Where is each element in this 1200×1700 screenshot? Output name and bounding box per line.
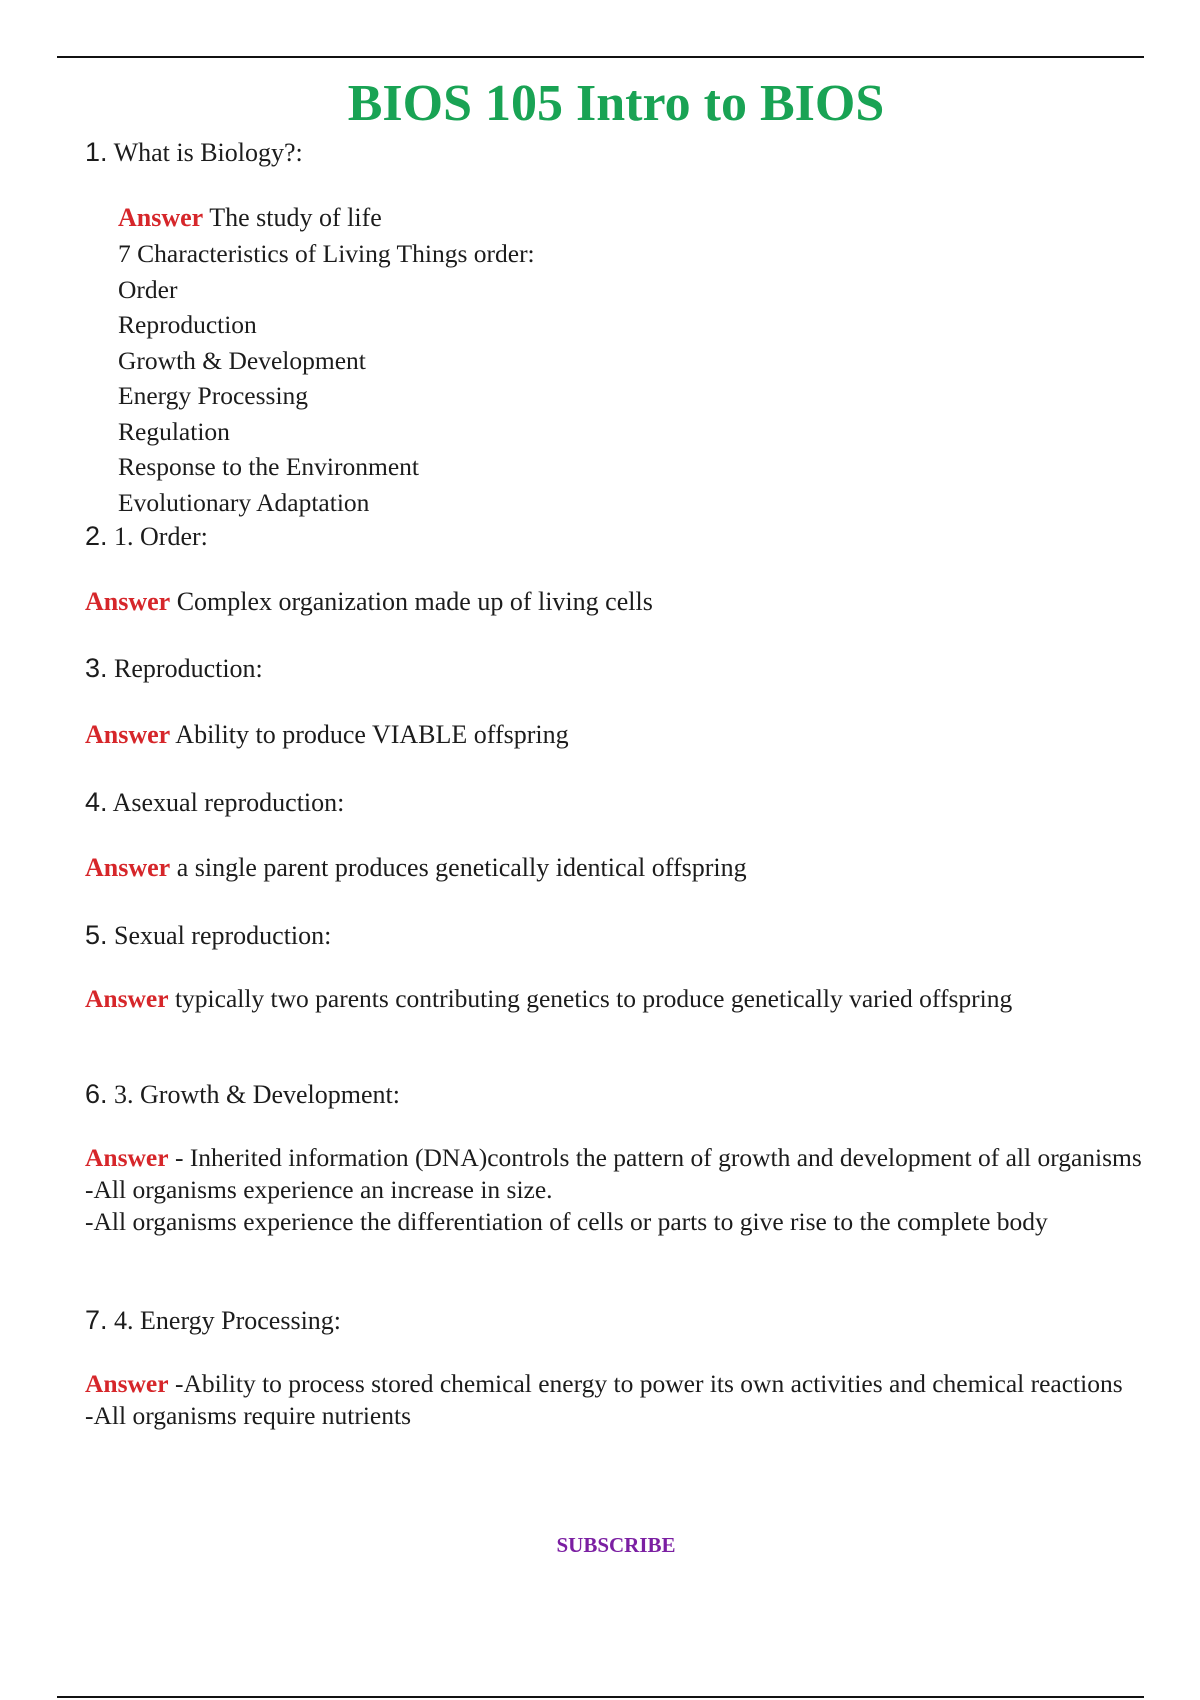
- answer-4: [85, 852, 747, 884]
- question-text: Asexual reproduction:: [112, 788, 345, 817]
- question-1: [85, 136, 303, 169]
- list-item: Reproduction: [118, 310, 257, 339]
- question-number: 1.: [85, 137, 108, 167]
- top-rule: [57, 56, 1144, 58]
- answer-7: [85, 1368, 1155, 1432]
- subscribe-link[interactable]: SUBSCRIBE: [556, 1533, 676, 1557]
- answer-text: The study of life: [209, 203, 382, 232]
- answer-label: Answer: [85, 587, 171, 616]
- question-text: 1. Order:: [114, 522, 208, 551]
- question-5: [85, 919, 331, 952]
- answer-text: Ability to produce VIABLE offspring: [175, 720, 569, 749]
- answer-text: -Ability to process stored chemical energy to power its own activities and chemical reactions: [174, 1369, 1123, 1398]
- answer-text: a single parent produces genetically identical offspring: [176, 853, 747, 882]
- answer-3: [85, 719, 569, 751]
- question-text: Sexual reproduction:: [114, 921, 332, 950]
- question-number: 4.: [85, 787, 108, 817]
- characteristics-list: [118, 236, 535, 520]
- answer-6: [85, 1142, 1165, 1238]
- answer-text: - Inherited information (DNA)controls the pattern of growth and development of all organisms: [174, 1143, 1142, 1172]
- page-title: BIOS 105 Intro to BIOS: [347, 75, 885, 132]
- list-item: Regulation: [118, 416, 230, 446]
- answer-label: Answer: [85, 1143, 169, 1172]
- answer-label: Answer: [118, 203, 204, 232]
- list-item: Order: [118, 274, 178, 304]
- answer-detail: -All organisms experience the differentiation of cells or parts to give rise to the complete body: [85, 1207, 1048, 1236]
- answer-label: Answer: [85, 984, 169, 1013]
- answer-5: [85, 983, 1015, 1015]
- question-2: [85, 520, 208, 553]
- list-item: Energy Processing: [118, 381, 309, 410]
- question-number: 6.: [85, 1079, 108, 1109]
- answer-text: typically two parents contributing genetics to produce genetically varied offspring: [174, 984, 1013, 1013]
- question-text: What is Biology?:: [113, 138, 303, 167]
- answer-label: Answer: [85, 720, 171, 749]
- list-item: 7 Characteristics of Living Things order:: [118, 239, 535, 268]
- question-number: 5.: [85, 920, 108, 950]
- answer-label: Answer: [85, 853, 171, 882]
- question-text: 3. Growth & Development:: [114, 1080, 400, 1109]
- answer-detail: -All organisms require nutrients: [85, 1401, 412, 1430]
- list-item: Growth & Development: [118, 345, 366, 375]
- question-number: 2.: [85, 521, 108, 551]
- question-7: [85, 1304, 341, 1337]
- answer-1: [118, 202, 382, 234]
- bottom-rule: [57, 1696, 1144, 1698]
- answer-2: [85, 586, 653, 618]
- question-number: 3.: [85, 653, 108, 683]
- question-number: 7.: [85, 1305, 108, 1335]
- question-6: [85, 1078, 400, 1111]
- answer-label: Answer: [85, 1369, 169, 1398]
- question-text: Reproduction:: [114, 654, 263, 683]
- list-item: Evolutionary Adaptation: [118, 487, 370, 517]
- answer-detail: -All organisms experience an increase in size.: [85, 1175, 553, 1204]
- question-3: [85, 652, 263, 685]
- list-item: Response to the Environment: [118, 452, 419, 481]
- question-text: 4. Energy Processing:: [114, 1306, 342, 1335]
- answer-text: Complex organization made up of living cells: [176, 587, 653, 616]
- question-4: [85, 786, 344, 819]
